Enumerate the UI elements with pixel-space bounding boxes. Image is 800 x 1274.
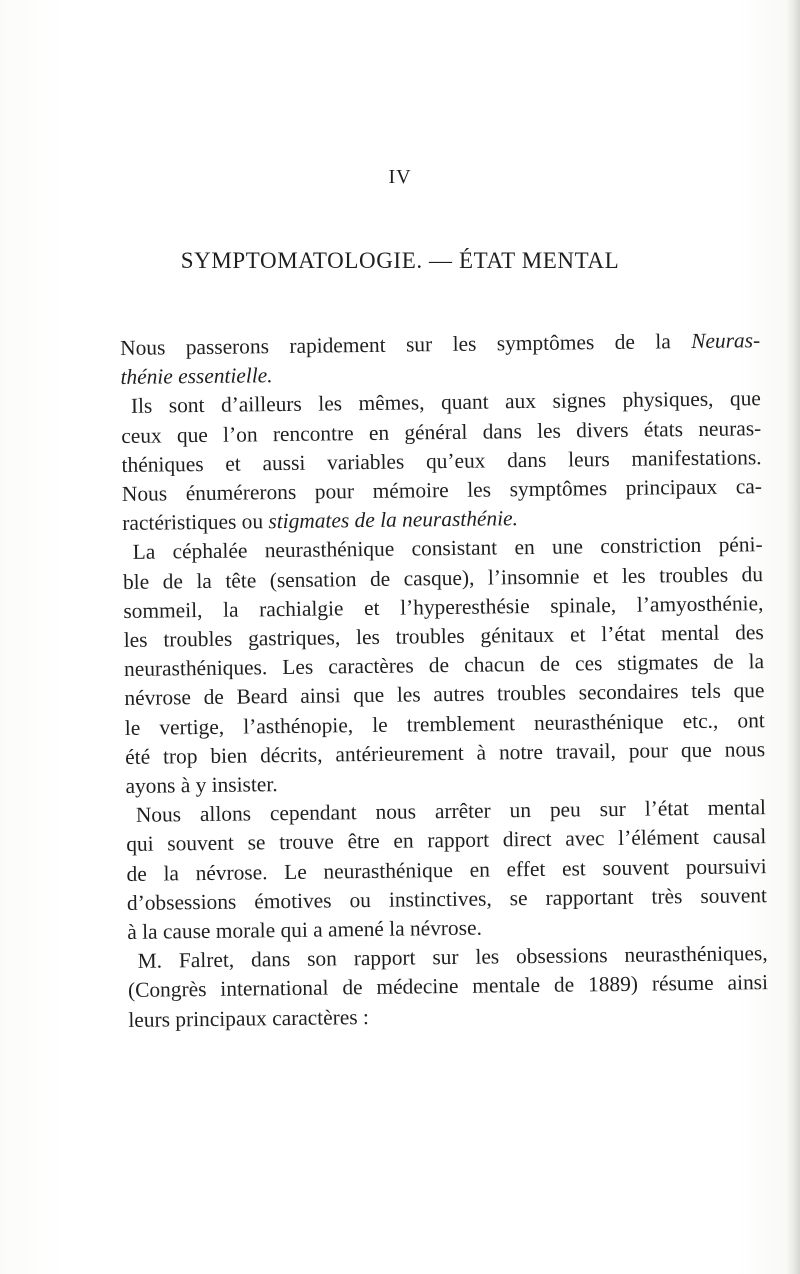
text-line: le vertige, l’asthénopie, le tremblement neurasthénique etc., ont	[124, 707, 765, 740]
chapter-title: SYMPTOMATOLOGIE. — ÉTAT MENTAL	[180, 248, 620, 273]
body-text	[120, 326, 769, 1035]
text-line: de la névrose. Le neurasthénique en effet est souvent poursuivi	[126, 853, 767, 886]
text-line: Ils sont d’ailleurs les mêmes, quant aux signes physiques, que	[130, 386, 761, 419]
text-line: ractéristiques ou stigmates de la neurasthénie.	[122, 506, 519, 536]
text-line: La céphalée neurasthénique consistant en une constriction péni-	[132, 532, 763, 565]
text-line: d’obsessions émotives ou instinctives, se rapportant très souvent	[126, 882, 768, 915]
text-line: Nous allons cependant nous arrêter un peu sur l’état mental	[135, 795, 766, 828]
text-line: Nous passerons rapidement sur les symptômes de la Neuras-	[120, 328, 761, 360]
text-line: ayons à y insister.	[125, 772, 278, 799]
text-line: neurasthéniques. Les caractères de chacun de ces stigmates de la	[123, 649, 765, 682]
text-line: à la cause morale qui a amené la névrose.	[127, 915, 482, 945]
text-line: théniques et aussi variables qu’eux dans leurs manifestations.	[121, 444, 762, 477]
text-line: été trop bien décrits, antérieurement à notre travail, pour que nous	[125, 736, 766, 769]
text-line: les troubles gastriques, les troubles génitaux et l’état mental des	[123, 620, 764, 653]
text-line: (Congrès international de médecine mentale de 1889) résume ainsi	[127, 970, 769, 1003]
text-line: thénie essentielle.	[120, 363, 273, 390]
text-line: ble de la tête (sensation de casque), l’insomnie et les troubles du	[122, 561, 764, 594]
text-line: ceux que l’on rencontre en général dans les divers états neuras-	[121, 415, 762, 448]
text-line: névrose de Beard ainsi que les autres troubles secondaires tels que	[124, 678, 765, 711]
text-line: Nous énumérerons pour mémoire les symptômes principaux ca-	[121, 474, 763, 507]
page-edge-shadow	[786, 0, 800, 1274]
text-line: sommeil, la rachialgie et l’hyperesthésie spinale, l’amyosthénie,	[123, 590, 764, 623]
chapter-number: IV	[388, 166, 412, 188]
text-line: M. Falret, dans son rapport sur les obsessions neurasthéniques,	[137, 941, 768, 974]
text-line: qui souvent se trouve être en rapport direct avec l’élément causal	[126, 824, 767, 857]
text-line: leurs principaux caractères :	[128, 1004, 370, 1032]
